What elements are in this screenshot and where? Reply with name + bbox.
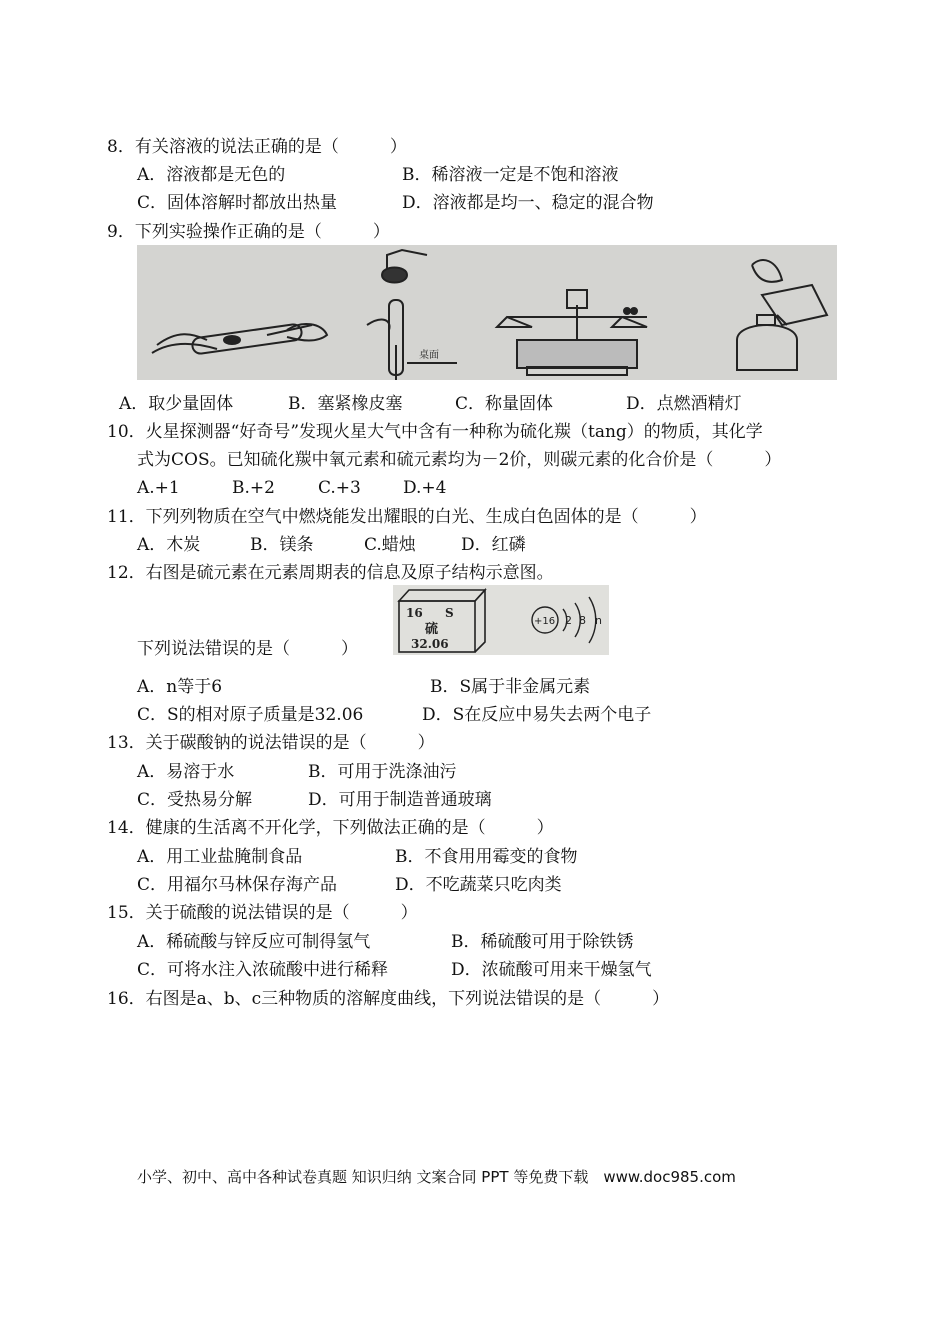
q13-option-a: A．易溶于水	[137, 762, 235, 782]
q11-option-d: D．红磷	[461, 535, 526, 555]
q15-option-d: D．浓硫酸可用来干燥氢气	[451, 960, 652, 980]
q10-stem-line1: 10．火星探测器“好奇号”发现火星大气中含有一种称为硫化羰（tang）的物质，其化学	[107, 422, 763, 442]
element-mass: 32.06	[411, 637, 449, 651]
q11-option-a: A．木炭	[137, 535, 201, 555]
q13-stem: 13．关于碳酸钠的说法错误的是（ ）	[107, 733, 435, 753]
q11-option-b: B．镁条	[250, 535, 314, 555]
q16-stem: 16．右图是a、b、c三种物质的溶解度曲线，下列说法错误的是（ ）	[107, 989, 670, 1009]
q12-option-b: B．S属于非金属元素	[430, 677, 591, 697]
q9-stem: 9．下列实验操作正确的是（ ）	[107, 222, 390, 242]
q14-option-a: A．用工业盐腌制食品	[137, 847, 303, 867]
q8-option-c: C．固体溶解时都放出热量	[137, 193, 338, 213]
element-name: 硫	[425, 622, 439, 637]
sulfur-figure	[393, 585, 609, 655]
table-surface-label: 桌面	[419, 350, 439, 361]
q9-option-c: C．称量固体	[455, 394, 554, 414]
q10-option-d: D.+4	[403, 478, 447, 498]
q10-option-c: C.+3	[318, 478, 361, 498]
q11-stem: 11．下列列物质在空气中燃烧能发出耀眼的白光、生成白色固体的是（ ）	[107, 507, 707, 527]
q13-option-b: B．可用于洗涤油污	[308, 762, 457, 782]
atom-shell-2: 8	[579, 614, 586, 627]
q12-sub: 下列说法错误的是（ ）	[137, 639, 358, 659]
q15-option-c: C．可将水注入浓硫酸中进行稀释	[137, 960, 389, 980]
q8-option-d: D．溶液都是均一、稳定的混合物	[402, 193, 654, 213]
q12-option-a: A．n等于6	[137, 677, 223, 697]
q15-option-b: B．稀硫酸可用于除铁锈	[451, 932, 634, 952]
q8-option-b: B．稀溶液一定是不饱和溶液	[402, 165, 619, 185]
q14-stem: 14．健康的生活离不开化学，下列做法正确的是（ ）	[107, 818, 554, 838]
atom-shell-1: 2	[565, 614, 572, 627]
q9-option-d: D．点燃酒精灯	[626, 394, 742, 414]
q13-option-d: D．可用于制造普通玻璃	[308, 790, 492, 810]
q14-option-b: B．不食用用霉变的食物	[395, 847, 578, 867]
element-symbol: S	[445, 606, 454, 620]
q11-option-c: C.蜡烛	[364, 535, 416, 555]
q10-option-a: A.+1	[137, 478, 180, 498]
q10-stem-line2: 式为COS。已知硫化羰中氧元素和硫元素均为－2价，则碳元素的化合价是（ ）	[137, 450, 782, 470]
q15-option-a: A．稀硫酸与锌反应可制得氢气	[137, 932, 371, 952]
q12-option-d: D．S在反应中易失去两个电子	[422, 705, 652, 725]
lab-operations-figure	[137, 245, 837, 380]
page-footer: 小学、初中、高中各种试卷真题 知识归纳 文案合同 PPT 等免费下载 www.doc985.com	[137, 1168, 736, 1186]
atom-nucleus: +16	[534, 616, 556, 627]
q12-option-c: C．S的相对原子质量是32.06	[137, 705, 364, 725]
q14-option-d: D．不吃蔬菜只吃肉类	[395, 875, 562, 895]
q12-stem: 12．右图是硫元素在元素周期表的信息及原子结构示意图。	[107, 563, 554, 583]
q14-option-c: C．用福尔马林保存海产品	[137, 875, 338, 895]
q15-stem: 15．关于硫酸的说法错误的是（ ）	[107, 903, 418, 923]
q9-option-a: A．取少量固体	[119, 394, 234, 414]
q8-stem: 8．有关溶液的说法正确的是（ ）	[107, 137, 407, 157]
element-number: 16	[406, 606, 423, 620]
atom-shell-3: n	[595, 614, 602, 627]
q13-option-c: C．受热易分解	[137, 790, 253, 810]
q9-option-b: B．塞紧橡皮塞	[288, 394, 403, 414]
q10-option-b: B.+2	[232, 478, 275, 498]
q8-option-a: A．溶液都是无色的	[137, 165, 286, 185]
